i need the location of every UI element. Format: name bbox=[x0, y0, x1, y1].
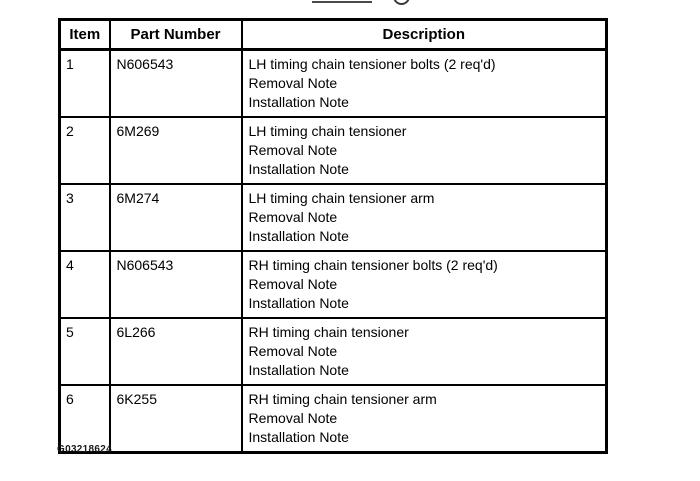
description-cell bbox=[242, 318, 607, 385]
description-line: RH timing chain tensioner bbox=[248, 324, 409, 340]
part-number-cell: 6M269 bbox=[110, 117, 242, 184]
item-cell: 4 bbox=[60, 251, 110, 318]
part-number-cell: 6K255 bbox=[110, 385, 242, 453]
description-line: RH timing chain tensioner bolts (2 req'd) bbox=[248, 257, 498, 273]
removal-note-line: Removal Note bbox=[248, 75, 338, 91]
part-number-cell: N606543 bbox=[110, 50, 242, 118]
removal-note-line: Removal Note bbox=[248, 209, 338, 225]
table-row bbox=[60, 117, 607, 184]
description-cell bbox=[242, 184, 607, 251]
description-line: LH timing chain tensioner arm bbox=[248, 190, 435, 206]
table-row bbox=[60, 50, 607, 118]
part-number-cell: 6L266 bbox=[110, 318, 242, 385]
column-header-item: Item bbox=[60, 20, 110, 50]
installation-note-line: Installation Note bbox=[248, 94, 349, 110]
table-row bbox=[60, 184, 607, 251]
installation-note-line: Installation Note bbox=[248, 161, 349, 177]
item-cell: 2 bbox=[60, 117, 110, 184]
table-header-row bbox=[60, 20, 607, 50]
part-number-cell: N606543 bbox=[110, 251, 242, 318]
cropped-figure-callout-circle-icon bbox=[393, 0, 410, 5]
cropped-figure-line bbox=[312, 1, 372, 3]
table-row bbox=[60, 385, 607, 453]
description-cell bbox=[242, 251, 607, 318]
description-line: LH timing chain tensioner bolts (2 req'd) bbox=[248, 56, 496, 72]
removal-note-line: Removal Note bbox=[248, 142, 338, 158]
description-line: RH timing chain tensioner arm bbox=[248, 391, 437, 407]
column-header-description: Description bbox=[242, 20, 607, 50]
removal-note-line: Removal Note bbox=[248, 410, 338, 426]
item-cell: 1 bbox=[60, 50, 110, 118]
description-cell bbox=[242, 50, 607, 118]
removal-note-line: Removal Note bbox=[248, 276, 338, 292]
column-header-part-number: Part Number bbox=[110, 20, 242, 50]
table-row bbox=[60, 318, 607, 385]
part-number-cell: 6M274 bbox=[110, 184, 242, 251]
item-cell: 3 bbox=[60, 184, 110, 251]
table-row bbox=[60, 251, 607, 318]
installation-note-line: Installation Note bbox=[248, 228, 349, 244]
description-line: LH timing chain tensioner bbox=[248, 123, 407, 139]
installation-note-line: Installation Note bbox=[248, 362, 349, 378]
figure-id-caption: G03218624 bbox=[57, 444, 112, 455]
description-cell bbox=[242, 385, 607, 453]
installation-note-line: Installation Note bbox=[248, 429, 349, 445]
item-cell: 6 bbox=[60, 385, 110, 453]
description-cell bbox=[242, 117, 607, 184]
removal-note-line: Removal Note bbox=[248, 343, 338, 359]
parts-table bbox=[58, 18, 608, 454]
item-cell: 5 bbox=[60, 318, 110, 385]
installation-note-line: Installation Note bbox=[248, 295, 349, 311]
